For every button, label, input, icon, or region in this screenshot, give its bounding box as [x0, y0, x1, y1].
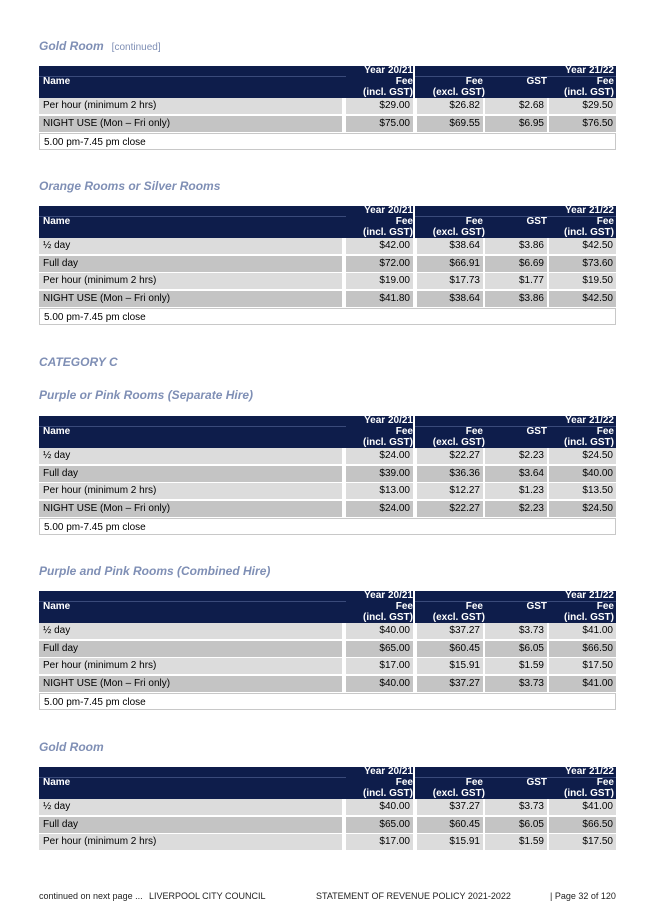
row-fee-2122: $41.00 — [549, 676, 616, 692]
row-gst: $2.23 — [485, 501, 547, 517]
header-year-2021: Year 20/21 — [364, 590, 413, 601]
row-fee-excl: $60.45 — [417, 817, 483, 833]
table-row — [39, 483, 616, 501]
header-incl-gst-2021: (incl. GST) — [363, 788, 413, 799]
row-fee-2122: $41.00 — [549, 799, 616, 815]
table-row — [39, 817, 616, 835]
header-fee-2122: Fee — [596, 426, 614, 437]
row-fee-excl: $22.27 — [417, 501, 483, 517]
header-name: Name — [43, 777, 71, 788]
section-heading-gold-room-continued — [39, 39, 161, 53]
footer-statement: STATEMENT OF REVENUE POLICY 2021-2022 — [316, 891, 511, 901]
row-fee-excl: $37.27 — [417, 623, 483, 639]
header-incl-gst-2122: (incl. GST) — [564, 227, 614, 238]
header-excl-gst: (excl. GST) — [432, 612, 485, 623]
header-fee-excl: Fee — [465, 426, 483, 437]
row-name: Per hour (minimum 2 hrs) — [39, 483, 342, 499]
table-row — [39, 256, 616, 274]
table-row — [39, 799, 616, 817]
row-gst: $2.68 — [485, 98, 547, 114]
header-incl-gst-2122: (incl. GST) — [564, 788, 614, 799]
row-fee-2021: $29.00 — [346, 98, 413, 114]
row-gst: $6.05 — [485, 641, 547, 657]
header-name: Name — [43, 76, 71, 87]
table-note: 5.00 pm-7.45 pm close — [39, 133, 616, 150]
row-fee-2122: $73.60 — [549, 256, 616, 272]
row-gst: $6.69 — [485, 256, 547, 272]
fee-table-orange-silver — [39, 206, 616, 325]
header-fee-2122: Fee — [596, 601, 614, 612]
row-gst: $6.05 — [485, 817, 547, 833]
row-fee-2021: $41.80 — [346, 291, 413, 307]
table-row — [39, 623, 616, 641]
header-incl-gst-2021: (incl. GST) — [363, 227, 413, 238]
section-heading-purple-pink-combined: Purple and Pink Rooms (Combined Hire) — [39, 564, 271, 578]
table-row — [39, 291, 616, 309]
row-fee-excl: $15.91 — [417, 658, 483, 674]
fee-table-purple-pink-combined — [39, 591, 616, 710]
row-gst: $1.23 — [485, 483, 547, 499]
row-gst: $2.23 — [485, 448, 547, 464]
row-gst: $3.73 — [485, 799, 547, 815]
row-gst: $6.95 — [485, 116, 547, 132]
header-year-2122: Year 21/22 — [565, 766, 614, 777]
header-incl-gst-2021: (incl. GST) — [363, 87, 413, 98]
row-gst: $3.73 — [485, 676, 547, 692]
header-year-2021: Year 20/21 — [364, 415, 413, 426]
row-fee-2021: $75.00 — [346, 116, 413, 132]
row-fee-excl: $22.27 — [417, 448, 483, 464]
header-year-2122: Year 21/22 — [565, 205, 614, 216]
table-header — [39, 767, 616, 799]
header-gst: GST — [526, 601, 547, 612]
row-fee-2021: $19.00 — [346, 273, 413, 289]
header-gst: GST — [526, 777, 547, 788]
row-fee-excl: $69.55 — [417, 116, 483, 132]
row-fee-2021: $40.00 — [346, 623, 413, 639]
header-incl-gst-2122: (incl. GST) — [564, 612, 614, 623]
row-gst: $3.86 — [485, 238, 547, 254]
header-gst: GST — [526, 426, 547, 437]
fee-table-gold-room-continued — [39, 66, 616, 150]
section-heading-orange-silver: Orange Rooms or Silver Rooms — [39, 179, 221, 193]
header-year-2122: Year 21/22 — [565, 590, 614, 601]
row-fee-excl: $15.91 — [417, 834, 483, 850]
header-incl-gst-2122: (incl. GST) — [564, 87, 614, 98]
header-fee-excl: Fee — [465, 216, 483, 227]
header-fee-2122: Fee — [596, 76, 614, 87]
header-excl-gst: (excl. GST) — [432, 788, 485, 799]
header-year-2021: Year 20/21 — [364, 205, 413, 216]
row-fee-excl: $26.82 — [417, 98, 483, 114]
header-excl-gst: (excl. GST) — [432, 437, 485, 448]
header-name: Name — [43, 601, 71, 612]
row-fee-excl: $12.27 — [417, 483, 483, 499]
row-fee-2122: $13.50 — [549, 483, 616, 499]
row-name: ½ day — [39, 448, 342, 464]
row-fee-2021: $72.00 — [346, 256, 413, 272]
row-fee-2021: $42.00 — [346, 238, 413, 254]
table-note: 5.00 pm-7.45 pm close — [39, 518, 616, 535]
header-name: Name — [43, 426, 71, 437]
row-fee-excl: $17.73 — [417, 273, 483, 289]
row-fee-2122: $76.50 — [549, 116, 616, 132]
table-header — [39, 591, 616, 623]
header-gst: GST — [526, 216, 547, 227]
row-fee-2122: $42.50 — [549, 291, 616, 307]
header-incl-gst-2021: (incl. GST) — [363, 612, 413, 623]
row-gst: $1.77 — [485, 273, 547, 289]
header-year-2122: Year 21/22 — [565, 415, 614, 426]
section-heading-gold-room: Gold Room — [39, 740, 104, 754]
row-fee-2021: $17.00 — [346, 658, 413, 674]
row-fee-2021: $24.00 — [346, 448, 413, 464]
row-fee-2021: $65.00 — [346, 817, 413, 833]
table-row — [39, 466, 616, 484]
table-note: 5.00 pm-7.45 pm close — [39, 693, 616, 710]
row-fee-excl: $36.36 — [417, 466, 483, 482]
header-fee-excl: Fee — [465, 777, 483, 788]
table-row — [39, 641, 616, 659]
table-row — [39, 658, 616, 676]
row-name: Full day — [39, 466, 342, 482]
category-heading: CATEGORY C — [39, 355, 118, 369]
row-fee-2021: $65.00 — [346, 641, 413, 657]
row-fee-2122: $66.50 — [549, 817, 616, 833]
table-row — [39, 448, 616, 466]
row-name: ½ day — [39, 623, 342, 639]
header-incl-gst-2021: (incl. GST) — [363, 437, 413, 448]
row-name: Per hour (minimum 2 hrs) — [39, 834, 342, 850]
header-fee-2122: Fee — [596, 777, 614, 788]
row-fee-2122: $29.50 — [549, 98, 616, 114]
header-fee-2021: Fee — [395, 777, 413, 788]
section-heading-purple-pink-separate: Purple or Pink Rooms (Separate Hire) — [39, 388, 254, 402]
section-title: Gold Room — [39, 39, 104, 53]
table-row — [39, 238, 616, 256]
row-fee-2122: $66.50 — [549, 641, 616, 657]
row-name: ½ day — [39, 238, 342, 254]
row-fee-2021: $40.00 — [346, 676, 413, 692]
footer-page-number: | Page 32 of 120 — [550, 891, 616, 901]
table-row — [39, 834, 616, 852]
row-fee-excl: $60.45 — [417, 641, 483, 657]
header-year-2021: Year 20/21 — [364, 65, 413, 76]
footer-council: LIVERPOOL CITY COUNCIL — [149, 891, 266, 901]
table-row — [39, 273, 616, 291]
header-fee-excl: Fee — [465, 601, 483, 612]
row-fee-2021: $24.00 — [346, 501, 413, 517]
header-fee-2021: Fee — [395, 216, 413, 227]
table-row — [39, 676, 616, 694]
row-name: NIGHT USE (Mon – Fri only) — [39, 116, 342, 132]
row-gst: $3.64 — [485, 466, 547, 482]
footer-continued: continued on next page ... — [39, 891, 143, 901]
row-fee-2122: $41.00 — [549, 623, 616, 639]
table-header — [39, 206, 616, 238]
row-gst: $3.86 — [485, 291, 547, 307]
header-incl-gst-2122: (incl. GST) — [564, 437, 614, 448]
row-fee-excl: $38.64 — [417, 238, 483, 254]
row-gst: $1.59 — [485, 658, 547, 674]
fee-table-gold-room — [39, 767, 616, 852]
row-fee-2122: $17.50 — [549, 658, 616, 674]
row-fee-2122: $42.50 — [549, 238, 616, 254]
row-fee-2021: $13.00 — [346, 483, 413, 499]
table-row — [39, 501, 616, 519]
header-name: Name — [43, 216, 71, 227]
row-gst: $1.59 — [485, 834, 547, 850]
header-fee-excl: Fee — [465, 76, 483, 87]
row-fee-excl: $37.27 — [417, 799, 483, 815]
row-name: Full day — [39, 641, 342, 657]
header-fee-2021: Fee — [395, 426, 413, 437]
fee-table-purple-pink-separate — [39, 416, 616, 535]
row-fee-excl: $37.27 — [417, 676, 483, 692]
table-row — [39, 98, 616, 116]
row-name: Full day — [39, 817, 342, 833]
row-name: NIGHT USE (Mon – Fri only) — [39, 291, 342, 307]
row-name: Per hour (minimum 2 hrs) — [39, 273, 342, 289]
row-fee-2122: $40.00 — [549, 466, 616, 482]
row-fee-2021: $40.00 — [346, 799, 413, 815]
row-fee-2122: $17.50 — [549, 834, 616, 850]
header-year-2122: Year 21/22 — [565, 65, 614, 76]
row-fee-excl: $66.91 — [417, 256, 483, 272]
table-header — [39, 66, 616, 98]
header-fee-2021: Fee — [395, 601, 413, 612]
table-row — [39, 116, 616, 134]
header-fee-2021: Fee — [395, 76, 413, 87]
header-excl-gst: (excl. GST) — [432, 227, 485, 238]
table-note: 5.00 pm-7.45 pm close — [39, 308, 616, 325]
row-name: NIGHT USE (Mon – Fri only) — [39, 676, 342, 692]
header-gst: GST — [526, 76, 547, 87]
header-year-2021: Year 20/21 — [364, 766, 413, 777]
row-fee-2021: $17.00 — [346, 834, 413, 850]
continued-label: [continued] — [111, 42, 161, 53]
row-name: Per hour (minimum 2 hrs) — [39, 658, 342, 674]
row-name: Per hour (minimum 2 hrs) — [39, 98, 342, 114]
row-name: ½ day — [39, 799, 342, 815]
row-gst: $3.73 — [485, 623, 547, 639]
row-fee-2122: $24.50 — [549, 448, 616, 464]
row-name: NIGHT USE (Mon – Fri only) — [39, 501, 342, 517]
row-fee-2122: $24.50 — [549, 501, 616, 517]
row-fee-2122: $19.50 — [549, 273, 616, 289]
header-fee-2122: Fee — [596, 216, 614, 227]
row-fee-2021: $39.00 — [346, 466, 413, 482]
row-fee-excl: $38.64 — [417, 291, 483, 307]
table-header — [39, 416, 616, 448]
header-excl-gst: (excl. GST) — [432, 87, 485, 98]
row-name: Full day — [39, 256, 342, 272]
